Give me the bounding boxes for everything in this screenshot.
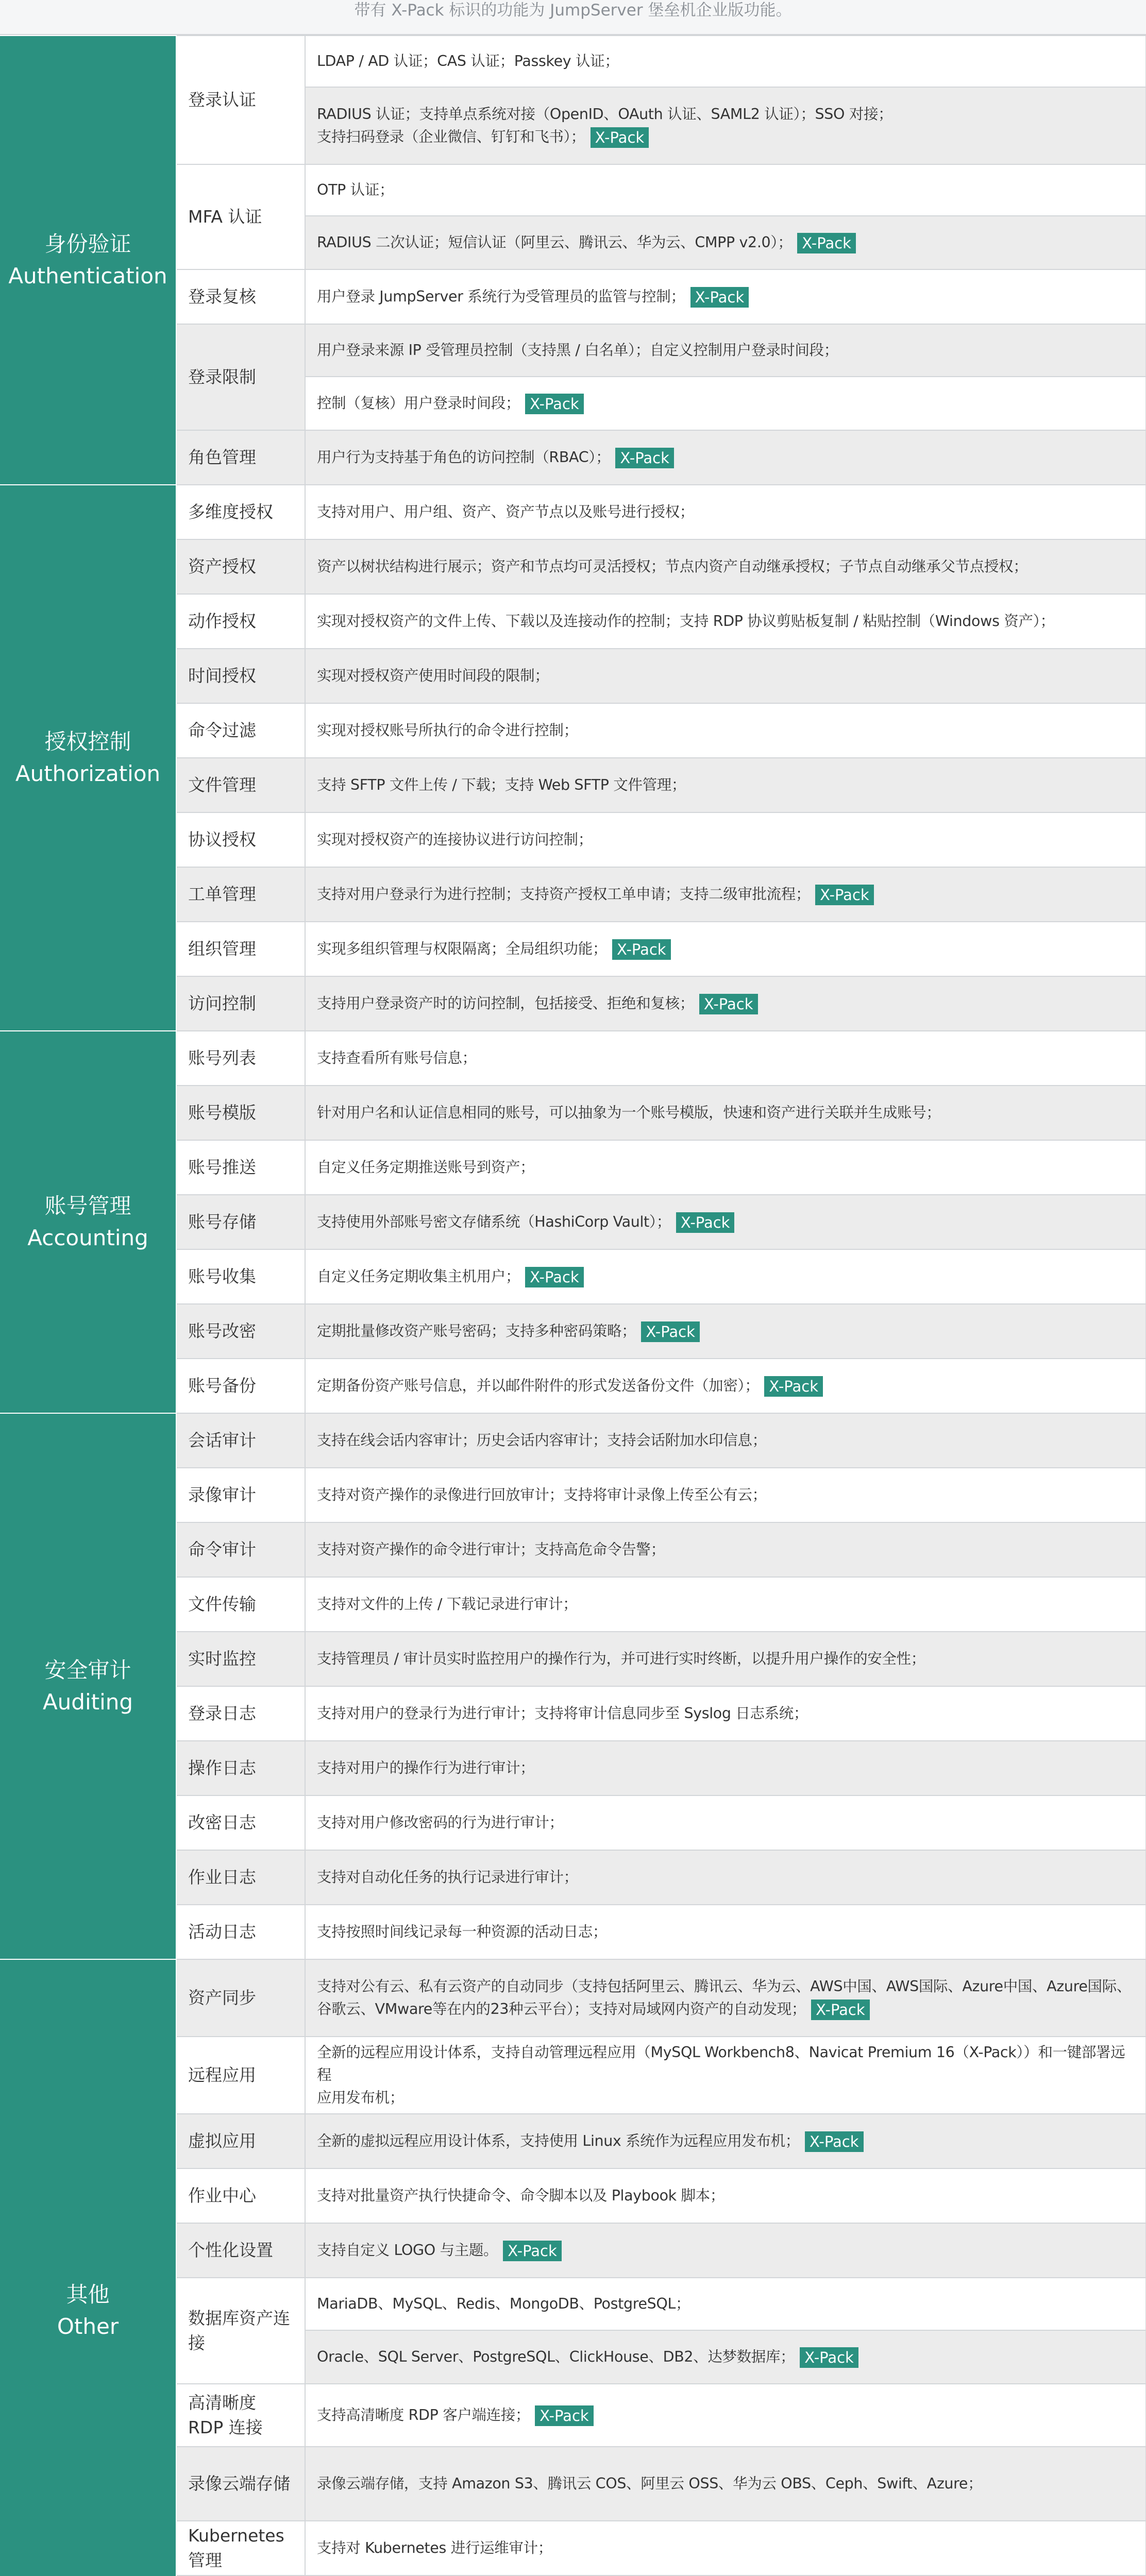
feature-name: 作业日志 [176, 1850, 305, 1905]
feature-name: 会话审计 [176, 1413, 305, 1468]
feature-description [305, 1850, 1146, 1905]
category-cell [0, 36, 176, 485]
description-text: 资产以树状结构进行展示；资产和节点均可灵活授权；节点内资产自动继承授权；子节点自动继承父节点授权； [317, 558, 1028, 575]
category-name-zh: 身份验证 [44, 231, 131, 257]
feature-description [305, 649, 1146, 703]
feature-row [0, 1031, 1146, 1086]
feature-name: 角色管理 [176, 430, 305, 485]
feature-description [305, 1686, 1146, 1741]
description-text: 定期批量修改资产账号密码；支持多种密码策略； [317, 1323, 636, 1340]
category-cell [0, 485, 176, 1031]
description-text: 录像云端存储，支持 Amazon S3、腾讯云 COS、阿里云 OSS、华为云 OBS、Ceph、Swift、Azure； [317, 2475, 983, 2492]
feature-name: 录像审计 [176, 1468, 305, 1522]
feature-description [305, 1031, 1146, 1086]
feature-name: 操作日志 [176, 1741, 305, 1795]
feature-description [305, 2278, 1146, 2330]
feature-description [305, 1577, 1146, 1632]
feature-name: 录像云端存储 [176, 2447, 305, 2521]
feature-name: 访问控制 [176, 976, 305, 1031]
feature-description [305, 324, 1146, 377]
feature-description [305, 1795, 1146, 1850]
feature-description [305, 2384, 1146, 2447]
feature-table [0, 35, 1146, 2576]
xpack-badge: X-Pack [503, 2241, 562, 2261]
feature-name: 账号模版 [176, 1086, 305, 1140]
description-text: 支持查看所有账号信息； [317, 1049, 477, 1066]
feature-name: 组织管理 [176, 922, 305, 976]
feature-name: 登录限制 [176, 324, 305, 430]
description-text: 实现对授权账号所执行的命令进行控制； [317, 722, 578, 739]
feature-description [305, 1522, 1146, 1577]
category-name-zh: 安全审计 [44, 1657, 131, 1683]
feature-name: 命令审计 [176, 1522, 305, 1577]
xpack-badge: X-Pack [811, 1999, 870, 2020]
description-text: 实现对授权资产的连接协议进行访问控制； [317, 831, 593, 848]
xpack-badge: X-Pack [805, 2131, 864, 2152]
feature-name: 高清晰度 RDP 连接 [176, 2384, 305, 2447]
feature-name: 账号收集 [176, 1249, 305, 1304]
feature-description [305, 2223, 1146, 2278]
xpack-badge: X-Pack [641, 1321, 700, 1342]
feature-description [305, 976, 1146, 1031]
feature-name: 登录认证 [176, 36, 305, 164]
description-text: MariaDB、MySQL、Redis、MongoDB、PostgreSQL； [317, 2295, 690, 2312]
description-text: 支持对批量资产执行快捷命令、命令脚本以及 Playbook 脚本； [317, 2187, 724, 2204]
feature-name: 时间授权 [176, 649, 305, 703]
feature-name: 工单管理 [176, 867, 305, 922]
feature-description [305, 1304, 1146, 1359]
feature-name: 账号列表 [176, 1031, 305, 1086]
description-text: 支持对用户修改密码的行为进行审计； [317, 1814, 564, 1831]
description-text: 支持用户登录资产时的访问控制，包括接受、拒绝和复核； [317, 995, 694, 1012]
description-text: Oracle、SQL Server、PostgreSQL、ClickHouse、DB2、达梦数据库； [317, 2348, 795, 2365]
feature-name: 虚拟应用 [176, 2114, 305, 2168]
feature-row [0, 485, 1146, 539]
feature-description [305, 594, 1146, 649]
xpack-badge: X-Pack [676, 1212, 735, 1233]
xpack-badge: X-Pack [690, 287, 749, 308]
description-text: 自定义任务定期推送账号到资产； [317, 1159, 535, 1176]
description-text: 针对用户名和认证信息相同的账号，可以抽象为一个账号模版，快速和资产进行关联并生成账号； [317, 1104, 941, 1121]
feature-description [305, 539, 1146, 594]
xpack-badge: X-Pack [535, 2405, 594, 2426]
feature-description [305, 1741, 1146, 1795]
feature-description [305, 1468, 1146, 1522]
description-text: 支持对用户登录行为进行控制；支持资产授权工单申请；支持二级审批流程； [317, 886, 811, 903]
feature-description [305, 164, 1146, 216]
feature-description [305, 216, 1146, 269]
feature-description [305, 812, 1146, 867]
description-text: RADIUS 二次认证；短信认证（阿里云、腾讯云、华为云、CMPP v2.0）； [317, 234, 793, 251]
description-text: 用户行为支持基于角色的访问控制（RBAC）； [317, 449, 611, 466]
description-text: 支持对文件的上传 / 下载记录进行审计； [317, 1596, 578, 1613]
feature-description [305, 1413, 1146, 1468]
xpack-badge: X-Pack [525, 1267, 584, 1287]
feature-description [305, 2037, 1146, 2114]
feature-name: 文件管理 [176, 758, 305, 812]
category-name-en: Authorization [15, 761, 161, 786]
description-text: 控制（复核）用户登录时间段； [317, 395, 520, 412]
feature-name: 改密日志 [176, 1795, 305, 1850]
xpack-badge: X-Pack [525, 394, 584, 414]
feature-description [305, 1959, 1146, 2037]
feature-name: 数据库资产连接 [176, 2278, 305, 2384]
feature-name: 文件传输 [176, 1577, 305, 1632]
category-name-zh: 授权控制 [44, 729, 131, 754]
feature-name: 账号备份 [176, 1359, 305, 1413]
feature-description [305, 430, 1146, 485]
description-text: RADIUS 认证；支持单点系统对接（OpenID、OAuth 认证、SAML2 认证）；SSO 对接； 支持扫码登录（企业微信、钉钉和飞书）； [317, 106, 893, 145]
xpack-badge: X-Pack [591, 127, 649, 148]
feature-row [0, 1959, 1146, 2037]
description-text: 支持对 Kubernetes 进行运维审计； [317, 2539, 552, 2556]
feature-name: MFA 认证 [176, 164, 305, 269]
feature-description [305, 703, 1146, 758]
description-text: 实现对授权资产的文件上传、下载以及连接动作的控制；支持 RDP 协议剪贴板复制 / 粘贴控制（Windows 资产）； [317, 613, 1055, 630]
feature-name: 账号改密 [176, 1304, 305, 1359]
feature-row [0, 36, 1146, 87]
feature-name: 协议授权 [176, 812, 305, 867]
feature-description [305, 2168, 1146, 2223]
description-text: 支持自定义 LOGO 与主题。 [317, 2242, 498, 2259]
description-text: 支持对用户的登录行为进行审计；支持将审计信息同步至 Syslog 日志系统； [317, 1705, 808, 1722]
category-name-zh: 其他 [66, 2282, 110, 2307]
category-name-en: Accounting [27, 1225, 148, 1250]
feature-name: 作业中心 [176, 2168, 305, 2223]
feature-name: 实时监控 [176, 1632, 305, 1686]
category-name-en: Authentication [8, 263, 167, 289]
description-text: OTP 认证； [317, 181, 394, 198]
xpack-badge: X-Pack [699, 994, 758, 1014]
category-cell [0, 1031, 176, 1413]
category-cell [0, 1413, 176, 1959]
feature-description [305, 1249, 1146, 1304]
description-text: 支持对自动化任务的执行记录进行审计； [317, 1869, 578, 1886]
feature-description [305, 2330, 1146, 2384]
feature-description [305, 2114, 1146, 2168]
xpack-badge: X-Pack [615, 448, 674, 468]
feature-name: Kubernetes管理 [176, 2521, 305, 2575]
description-text: 用户登录来源 IP 受管理员控制（支持黑 / 白名单）；自定义控制用户登录时间段； [317, 342, 838, 359]
description-text: 支持对用户的操作行为进行审计； [317, 1759, 535, 1776]
feature-name: 账号推送 [176, 1140, 305, 1195]
category-name-zh: 账号管理 [44, 1193, 131, 1218]
description-text: 支持高清晰度 RDP 客户端连接； [317, 2406, 530, 2424]
feature-name: 登录复核 [176, 269, 305, 324]
feature-description [305, 1359, 1146, 1413]
description-text: 支持对资产操作的命令进行审计；支持高危命令告警； [317, 1541, 665, 1558]
xpack-badge: X-Pack [764, 1376, 823, 1397]
category-cell [0, 1959, 176, 2576]
feature-description [305, 2521, 1146, 2575]
feature-name: 个性化设置 [176, 2223, 305, 2278]
category-name-en: Other [57, 2314, 119, 2339]
description-text: 支持 SFTP 文件上传 / 下载；支持 Web SFTP 文件管理； [317, 776, 686, 793]
feature-description [305, 1086, 1146, 1140]
feature-name: 活动日志 [176, 1905, 305, 1959]
xpack-badge: X-Pack [815, 885, 874, 905]
feature-description [305, 922, 1146, 976]
description-text: 支持管理员 / 审计员实时监控用户的操作行为，并可进行实时终断，以提升用户操作的安全性； [317, 1650, 925, 1667]
xpack-badge: X-Pack [800, 2347, 858, 2368]
description-text: LDAP / AD 认证；CAS 认证；Passkey 认证； [317, 53, 619, 70]
feature-name: 资产授权 [176, 539, 305, 594]
feature-description [305, 87, 1146, 164]
feature-name: 多维度授权 [176, 485, 305, 539]
description-text: 全新的远程应用设计体系，支持自动管理远程应用（MySQL Workbench8、Navicat Premium 16（X-Pack））和一键部署远程 应用发布机； [317, 2044, 1125, 2106]
feature-description [305, 758, 1146, 812]
description-text: 支持对用户、用户组、资产、资产节点以及账号进行授权； [317, 503, 694, 520]
description-text: 支持使用外部账号密文存储系统（HashiCorp Vault）； [317, 1213, 671, 1230]
description-text: 全新的虚拟远程应用设计体系，支持使用 Linux 系统作为远程应用发布机； [317, 2132, 800, 2149]
description-text: 支持按照时间线记录每一种资源的活动日志； [317, 1923, 608, 1940]
feature-name: 登录日志 [176, 1686, 305, 1741]
description-text: 定期备份资产账号信息，并以邮件附件的形式发送备份文件（加密）； [317, 1377, 760, 1394]
feature-description [305, 1195, 1146, 1249]
feature-description [305, 377, 1146, 430]
description-text: 实现多组织管理与权限隔离；全局组织功能； [317, 940, 608, 957]
feature-description [305, 485, 1146, 539]
category-name-en: Auditing [42, 1689, 133, 1715]
feature-description [305, 1140, 1146, 1195]
description-text: 支持对资产操作的录像进行回放审计；支持将审计录像上传至公有云； [317, 1486, 767, 1503]
feature-name: 动作授权 [176, 594, 305, 649]
feature-description [305, 1905, 1146, 1959]
description-text: 自定义任务定期收集主机用户； [317, 1268, 520, 1285]
feature-description [305, 36, 1146, 87]
xpack-badge: X-Pack [797, 233, 856, 253]
feature-name: 资产同步 [176, 1959, 305, 2037]
feature-description [305, 1632, 1146, 1686]
xpack-badge: X-Pack [612, 939, 671, 960]
description-text: 用户登录 JumpServer 系统行为受管理员的监管与控制； [317, 288, 685, 305]
description-text: 支持在线会话内容审计；历史会话内容审计；支持会话附加水印信息； [317, 1432, 767, 1449]
description-text: 支持对公有云、私有云资产的自动同步（支持包括阿里云、腾讯云、华为云、AWS中国、AWS国际、Azure中国、Azure国际、 谷歌云、VMware等在内的23种云平台）；支持对局域网内资产的自动发现； [317, 1978, 1132, 2018]
feature-name: 远程应用 [176, 2037, 305, 2114]
description-text: 实现对授权资产使用时间段的限制； [317, 667, 549, 684]
feature-description [305, 2447, 1146, 2521]
feature-row [0, 1413, 1146, 1468]
feature-name: 命令过滤 [176, 703, 305, 758]
feature-name: 账号存储 [176, 1195, 305, 1249]
enterprise-edition-note: 带有 X-Pack 标识的功能为 JumpServer 堡垒机企业版功能。 [0, 0, 1146, 35]
feature-description [305, 867, 1146, 922]
feature-description [305, 269, 1146, 324]
